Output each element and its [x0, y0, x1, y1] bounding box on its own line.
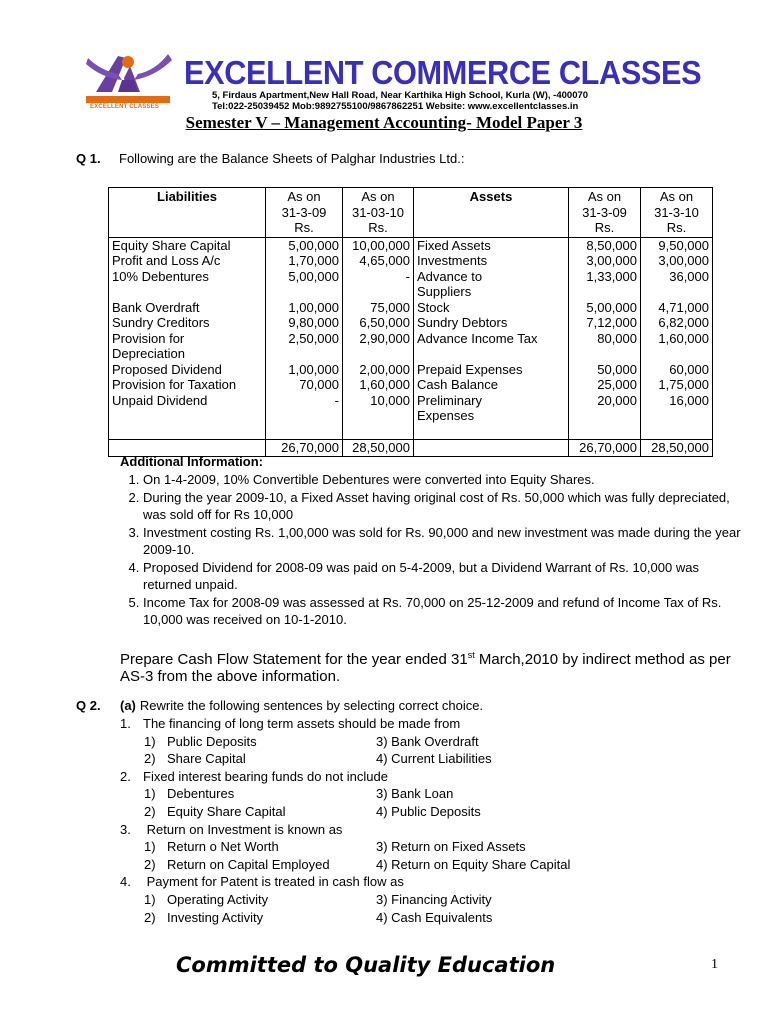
additional-info-list [118, 471, 743, 629]
mcq-option [144, 733, 376, 751]
table-row [109, 408, 713, 424]
amount-cell: 3,00,000 [569, 253, 641, 269]
page-number: 1 [711, 957, 718, 972]
footer-tagline: Committed to Quality Education [176, 953, 556, 977]
mcq-list [120, 715, 740, 926]
amount-cell [569, 346, 641, 362]
brand-name: EXCELLENT COMMERCE CLASSES [184, 54, 702, 91]
amount-cell [641, 346, 713, 362]
liability-cell [109, 408, 266, 424]
table-row [109, 237, 713, 253]
option-text: Share Capital [167, 751, 246, 767]
amount-cell: 9,50,000 [641, 237, 713, 253]
mcq-option [144, 785, 376, 803]
amount-cell: 25,000 [569, 377, 641, 393]
mcq-number: 3. [120, 821, 131, 837]
additional-info-heading: Additional Information: [120, 454, 263, 469]
mcq-question [120, 768, 740, 786]
table-row [109, 331, 713, 347]
amount-cell [641, 284, 713, 300]
logo [78, 48, 178, 114]
mcq-text: Payment for Patent is treated in cash flow as [143, 874, 404, 890]
liability-cell [109, 284, 266, 300]
contact-line: Tel:022-25039452 Mob:9892755100/9867862251 Website: www.excellentclasses.in [212, 101, 579, 112]
col-assets: Assets [414, 188, 569, 238]
amount-cell: 1,75,000 [641, 377, 713, 393]
mcq-text: Fixed interest bearing funds do not include [143, 768, 388, 784]
mcq-number: 4. [120, 874, 131, 890]
amount-cell: - [266, 393, 343, 409]
amount-cell: 7,12,000 [569, 315, 641, 331]
total-amount: 26,70,000 [569, 440, 641, 457]
mcq-option-row [120, 750, 740, 768]
asset-cell: Fixed Assets [414, 237, 569, 253]
amount-cell [266, 408, 343, 424]
amount-cell [343, 408, 414, 424]
amount-cell [569, 408, 641, 424]
paper-title: Semester V – Management Accounting- Model Paper 3 [185, 113, 583, 132]
mcq-number: 2. [120, 768, 131, 784]
liability-cell: Bank Overdraft [109, 300, 266, 316]
amount-cell: 50,000 [569, 362, 641, 378]
liability-cell: Equity Share Capital [109, 237, 266, 253]
amount-cell: 2,50,000 [266, 331, 343, 347]
mcq-option [144, 909, 376, 927]
option-number: 2) [144, 751, 156, 767]
letterhead [78, 48, 718, 114]
mcq-option: 3) Return on Fixed Assets [376, 839, 526, 855]
mcq-question [120, 715, 740, 733]
amount-cell: - [343, 269, 414, 285]
option-text: Equity Share Capital [167, 803, 286, 819]
option-text: Investing Activity [167, 909, 264, 925]
liability-cell: 10% Debentures [109, 269, 266, 285]
amount-cell: 2,00,000 [343, 362, 414, 378]
option-number: 2) [144, 856, 156, 872]
mcq-option-row [120, 803, 740, 821]
amount-cell [569, 284, 641, 300]
question-number: Q 1. [76, 151, 101, 166]
liability-cell: Proposed Dividend [109, 362, 266, 378]
total-amount: 28,50,000 [343, 440, 414, 457]
mcq-option: 3) Bank Overdraft [376, 733, 479, 749]
instruction-text: Prepare Cash Flow Statement for the year ended 31st March,2010 by indirect method as per AS-3 from the above information. [120, 650, 731, 685]
mcq-option: 3) Bank Loan [376, 786, 454, 802]
liability-cell: Unpaid Dividend [109, 393, 266, 409]
amount-cell [343, 346, 414, 362]
mcq-option: 4) Public Deposits [376, 803, 481, 819]
option-text: Public Deposits [167, 733, 257, 749]
mcq-option-row [120, 785, 740, 803]
amount-cell [266, 346, 343, 362]
amount-cell: 1,00,000 [266, 300, 343, 316]
mcq-option [144, 803, 376, 821]
mcq-option-row [120, 733, 740, 751]
question-text: Following are the Balance Sheets of Palghar Industries Ltd.: [119, 151, 465, 166]
col-a-as-on-09: As on 31-3-09 Rs. [569, 188, 641, 238]
amount-cell: 10,00,000 [343, 237, 414, 253]
mcq-text: The financing of long term assets should be made from [143, 716, 461, 731]
liability-cell: Provision for [109, 331, 266, 347]
amount-cell: 4,65,000 [343, 253, 414, 269]
asset-cell: Stock [414, 300, 569, 316]
option-number: 1) [144, 891, 156, 907]
mcq-option-row [120, 891, 740, 909]
amount-cell [641, 408, 713, 424]
mcq-option [144, 838, 376, 856]
asset-cell: Suppliers [414, 284, 569, 300]
col-l-as-on-09: As on 31-3-09 Rs. [266, 188, 343, 238]
mcq-option [144, 856, 376, 874]
amount-cell: 5,00,000 [266, 269, 343, 285]
option-text: Debentures [167, 786, 235, 802]
mcq-text: Return on Investment is known as [143, 821, 343, 837]
amount-cell: 80,000 [569, 331, 641, 347]
empty-cell [414, 440, 569, 457]
option-text: Return on Capital Employed [167, 856, 330, 872]
option-number: 1) [144, 839, 156, 855]
mcq-option-row [120, 856, 740, 874]
table-row [109, 346, 713, 362]
list-item: 2. During the year 2009-10, a Fixed Asset having original cost of Rs. 50,000 which was fully depreciated, was sold off for Rs 10,000 [143, 489, 743, 524]
amount-cell: 10,000 [343, 393, 414, 409]
mcq-option-row [120, 909, 740, 927]
table-row [109, 377, 713, 393]
amount-cell [343, 284, 414, 300]
amount-cell [266, 284, 343, 300]
col-liabilities: Liabilities [109, 188, 266, 238]
asset-cell [414, 346, 569, 362]
mcq-question [120, 821, 740, 839]
amount-cell: 36,000 [641, 269, 713, 285]
amount-cell: 1,70,000 [266, 253, 343, 269]
logo-caption: EXCELLENT CLASSES [90, 104, 160, 110]
mcq-option: 4) Return on Equity Share Capital [376, 856, 571, 872]
table-row [109, 424, 713, 440]
amount-cell: 6,50,000 [343, 315, 414, 331]
asset-cell: Advance Income Tax [414, 331, 569, 347]
amount-cell: 9,80,000 [266, 315, 343, 331]
amount-cell: 8,50,000 [569, 237, 641, 253]
mcq-option: 4) Current Liabilities [376, 751, 492, 767]
liability-cell [109, 424, 266, 440]
option-number: 2) [144, 803, 156, 819]
table-row [109, 284, 713, 300]
mcq-number: 1. [120, 716, 131, 731]
option-number: 1) [144, 786, 156, 802]
amount-cell: 5,00,000 [569, 300, 641, 316]
list-item: 3. Investment costing Rs. 1,00,000 was sold for Rs. 90,000 and new investment was made during the year 2009-10. [143, 524, 743, 559]
liability-cell: Depreciation [109, 346, 266, 362]
question-part: (a) Rewrite the following sentences by selecting correct choice. [120, 698, 484, 713]
option-number: 1) [144, 733, 156, 749]
table-row [109, 253, 713, 269]
mcq-question [120, 873, 740, 891]
mcq-option [144, 891, 376, 909]
amount-cell [569, 424, 641, 440]
mcq-option-row [120, 838, 740, 856]
amount-cell [343, 424, 414, 440]
asset-cell: Investments [414, 253, 569, 269]
total-amount: 26,70,000 [266, 440, 343, 457]
question-number: Q 2. [76, 698, 101, 713]
list-item: 5. Income Tax for 2008-09 was assessed at Rs. 70,000 on 25-12-2009 and refund of Income Tax of Rs. 10,000 was received on 10-1-2010. [143, 594, 743, 629]
amount-cell: 1,60,000 [343, 377, 414, 393]
address: 5, Firdaus Apartment,New Hall Road, Near Karthika High School, Kurla (W), -400070 [212, 90, 589, 101]
option-text: Return o Net Worth [167, 839, 279, 855]
table-row [109, 393, 713, 409]
amount-cell: 20,000 [569, 393, 641, 409]
mcq-option [144, 750, 376, 768]
asset-cell [414, 424, 569, 440]
table-row [109, 300, 713, 316]
amount-cell: 75,000 [343, 300, 414, 316]
amount-cell: 16,000 [641, 393, 713, 409]
balance-sheet-table [108, 187, 713, 457]
liability-cell: Provision for Taxation [109, 377, 266, 393]
col-l-as-on-10: As on 31-03-10 Rs. [343, 188, 414, 238]
amount-cell: 3,00,000 [641, 253, 713, 269]
amount-cell: 1,33,000 [569, 269, 641, 285]
col-a-as-on-10: As on 31-3-10 Rs. [641, 188, 713, 238]
asset-cell: Prepaid Expenses [414, 362, 569, 378]
amount-cell: 6,82,000 [641, 315, 713, 331]
list-item: 1. On 1-4-2009, 10% Convertible Debentures were converted into Equity Shares. [143, 471, 743, 489]
list-item: 4. Proposed Dividend for 2008-09 was paid on 5-4-2009, but a Dividend Warrant of Rs. 10,000 was returned unpaid. [143, 559, 743, 594]
amount-cell: 4,71,000 [641, 300, 713, 316]
asset-cell: Cash Balance [414, 377, 569, 393]
asset-cell: Advance to [414, 269, 569, 285]
mcq-option: 4) Cash Equivalents [376, 909, 493, 925]
mcq-option: 3) Financing Activity [376, 891, 492, 907]
asset-cell: Preliminary [414, 393, 569, 409]
table-row [109, 315, 713, 331]
amount-cell: 60,000 [641, 362, 713, 378]
amount-cell: 2,90,000 [343, 331, 414, 347]
table-row [109, 362, 713, 378]
amount-cell: 1,00,000 [266, 362, 343, 378]
liability-cell: Sundry Creditors [109, 315, 266, 331]
table-header-row [109, 188, 713, 238]
amount-cell [266, 424, 343, 440]
asset-cell: Expenses [414, 408, 569, 424]
amount-cell: 70,000 [266, 377, 343, 393]
total-amount: 28,50,000 [641, 440, 713, 457]
liability-cell: Profit and Loss A/c [109, 253, 266, 269]
amount-cell [641, 424, 713, 440]
option-text: Operating Activity [167, 891, 269, 907]
asset-cell: Sundry Debtors [414, 315, 569, 331]
amount-cell: 1,60,000 [641, 331, 713, 347]
option-number: 2) [144, 909, 156, 925]
table-row [109, 269, 713, 285]
amount-cell: 5,00,000 [266, 237, 343, 253]
